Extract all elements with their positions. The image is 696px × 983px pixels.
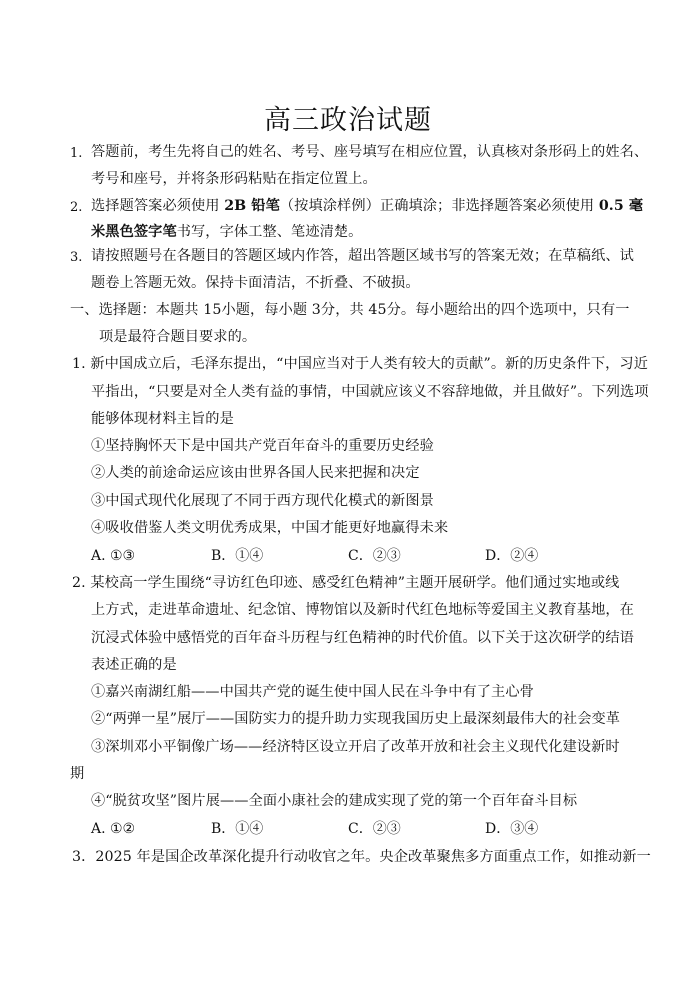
statement-item: ①嘉兴南湖红船——中国共产党的诞生使中国人民在斗争中有了主心骨 — [91, 684, 534, 700]
instruction-emphasis: 米黑色签字笔 — [91, 224, 177, 240]
option-c: C．②③ — [348, 821, 401, 837]
option-a: A. ①③ — [91, 548, 136, 564]
statement-item: ②人类的前途命运应该由世界各国人民来把握和决定 — [91, 465, 420, 481]
instruction-line — [91, 225, 362, 239]
question-stem: 2. 某校高一学生围绕“寻访红色印迹、感受红色精神”主题开展研学。他们通过实地或线 — [72, 575, 620, 591]
instruction-text: 书写，字体工整、笔迹清楚。 — [176, 224, 363, 240]
section-header: 项是最符合题目要求的。 — [99, 329, 257, 345]
statement-item: 期 — [70, 766, 85, 782]
option-c: C．②③ — [348, 548, 401, 564]
instruction-number: 1. — [70, 146, 83, 161]
statement-item: ④“脱贫攻坚”图片展——全面小康社会的建成实现了党的第一个百年奋斗目标 — [91, 793, 578, 809]
page-title: 高三政治试题 — [264, 105, 432, 136]
option-b: B．①④ — [211, 548, 264, 564]
question-stem: 能够体现材料主旨的是 — [91, 411, 234, 427]
option-d: D．③④ — [485, 821, 539, 837]
instruction-line — [91, 199, 643, 213]
section-header: 一、选择题：本题共 15小题，每小题 3分，共 45分。每小题给出的四个选项中，只有一 — [70, 302, 630, 318]
instruction-emphasis: 2B 铅笔 — [224, 198, 280, 214]
instruction-number: 3. — [70, 250, 83, 265]
option-a: A. ①② — [91, 821, 136, 837]
instruction-line: 考号和座号，并将条形码粘贴在指定位置上。 — [91, 171, 377, 187]
statement-item: ③中国式现代化展现了不同于西方现代化模式的新图景 — [91, 493, 434, 509]
question-stem: 3．2025 年是国企改革深化提升行动收官之年。央企改革聚焦多方面重点工作，如推动新一 — [72, 849, 651, 865]
answer-options — [91, 549, 611, 567]
instruction-number: 2. — [70, 200, 83, 215]
statement-item: ②“两弹一星”展厅——国防实力的提升助力实现我国历史上最深刻最伟大的社会变革 — [91, 711, 621, 727]
statement-item: ③深圳邓小平铜像广场——经济特区设立开启了改革开放和社会主义现代化建设新时 — [91, 739, 620, 755]
question-stem: 沉浸式体验中感悟党的百年奋斗历程与红色精神的时代价值。以下关于这次研学的结语 — [91, 630, 634, 646]
instruction-emphasis: 0.5 毫 — [598, 198, 644, 214]
instruction-text: 选择题答案必须使用 — [91, 198, 225, 214]
question-stem: 表述正确的是 — [91, 657, 177, 673]
instruction-text: （按填涂样例）正确填涂；非选择题答案必须使用 — [279, 198, 599, 214]
question-stem: 1. 新中国成立后，毛泽东提出，“中国应当对于人类有较大的贡献”。新的历史条件下，习近 — [72, 356, 648, 372]
option-b: B．①④ — [211, 821, 264, 837]
option-d: D．②④ — [485, 548, 539, 564]
instruction-line: 请按照题号在各题目的答题区域内作答，超出答题区域书写的答案无效；在草稿纸、试 — [91, 248, 634, 264]
answer-options — [91, 822, 611, 840]
instruction-line: 答题前，考生先将自己的姓名、考号、座号填写在相应位置，认真核对条形码上的姓名、 — [91, 144, 649, 160]
instruction-line: 题卷上答题无效。保持卡面清洁，不折叠、不破损。 — [91, 275, 420, 291]
statement-item: ④吸收借鉴人类文明优秀成果，中国才能更好地赢得未来 — [91, 520, 449, 536]
statement-item: ①坚持胸怀天下是中国共产党百年奋斗的重要历史经验 — [91, 438, 434, 454]
question-stem: 上方式，走进革命遗址、纪念馆、博物馆以及新时代红色地标等爱国主义教育基地，在 — [91, 602, 634, 618]
question-stem: 平指出，“只要是对全人类有益的事情，中国就应该义不容辞地做，并且做好”。下列选项 — [91, 384, 649, 400]
